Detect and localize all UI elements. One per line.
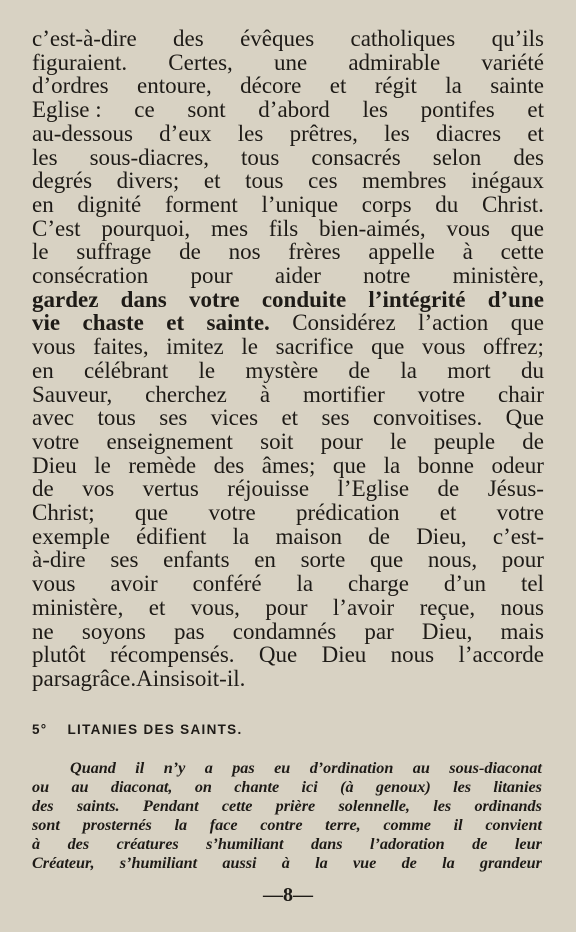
word: divers;	[116, 168, 180, 194]
word: à-dire	[32, 547, 86, 573]
word: prosternés	[82, 816, 152, 834]
rubric-line	[32, 854, 542, 873]
word: conduite	[261, 286, 347, 312]
word: qu’ils	[491, 26, 544, 51]
word: ses	[321, 405, 350, 431]
word: la	[383, 452, 401, 478]
word: au-dessous	[32, 120, 133, 146]
word: le	[94, 452, 111, 478]
word: sont	[187, 97, 226, 123]
word: variété	[481, 49, 544, 75]
word: convoitises.	[372, 405, 483, 431]
word: récompensés.	[110, 642, 235, 668]
word: tous	[97, 405, 136, 431]
word: évêques	[240, 26, 315, 51]
word: d’ordination	[309, 759, 394, 777]
word: édifient	[136, 523, 207, 549]
word: vue	[352, 854, 377, 872]
word: soyons	[81, 618, 146, 644]
text-line	[32, 620, 544, 644]
word: imitez	[166, 334, 224, 360]
word: soit-il.	[185, 665, 246, 691]
word: charge	[348, 571, 409, 597]
text-line	[32, 383, 544, 407]
word: exemple	[32, 523, 110, 549]
word: forment	[164, 191, 238, 217]
text-line	[32, 240, 544, 264]
word: de	[32, 476, 54, 502]
word: Sauveur,	[32, 381, 113, 407]
word: votre	[417, 381, 466, 407]
word: et	[329, 73, 347, 99]
word: sont	[32, 816, 60, 834]
word: a	[204, 759, 213, 777]
word: pourquoi,	[101, 215, 191, 241]
word: contre	[260, 816, 303, 834]
word: Eglise :	[32, 97, 102, 123]
word: tous	[245, 168, 284, 194]
text-line	[32, 548, 544, 572]
word: vie	[32, 310, 61, 336]
word: âmes;	[261, 452, 316, 478]
word: membres	[362, 168, 447, 194]
word: ministère,	[32, 594, 124, 620]
text-line	[32, 27, 544, 51]
word: Jésus-	[487, 476, 544, 502]
word: la	[400, 357, 417, 383]
word: convient	[485, 816, 542, 834]
word: des	[32, 797, 54, 815]
word: catholiques	[350, 26, 456, 51]
word: la	[445, 73, 462, 99]
word: remède	[128, 452, 197, 478]
word: en	[254, 547, 276, 573]
text-line	[32, 98, 544, 122]
word: offrez;	[483, 334, 544, 360]
word: vices	[210, 405, 259, 431]
word: soit	[260, 428, 294, 454]
word: du	[520, 357, 544, 383]
word: Quand	[70, 759, 116, 777]
word: admirable	[348, 49, 441, 75]
word: que	[369, 547, 404, 573]
word: vertus	[142, 476, 199, 502]
word: prédication	[296, 500, 400, 526]
word: des	[213, 452, 245, 478]
word: sacrifice	[275, 334, 354, 360]
word: gardez	[32, 286, 99, 312]
word: Pendant	[142, 797, 199, 815]
word: avec	[32, 405, 75, 431]
word: pour	[265, 594, 308, 620]
word: votre	[32, 428, 80, 454]
word: solennelle,	[338, 797, 410, 815]
word: c’est-	[492, 523, 544, 549]
word: cherchez	[145, 381, 227, 407]
text-line	[32, 122, 544, 146]
word: n’y	[163, 759, 186, 777]
word: régit	[374, 73, 417, 99]
word: ne	[32, 618, 54, 644]
word: tel	[520, 571, 544, 597]
word: leur	[514, 835, 542, 853]
word: votre	[188, 286, 240, 312]
word: les	[32, 144, 58, 170]
word: entoure,	[137, 73, 212, 99]
word: figuraient.	[32, 49, 128, 75]
word: la	[174, 816, 188, 834]
word: mes	[210, 215, 249, 241]
word: et	[527, 120, 544, 146]
word: d’un	[443, 571, 487, 597]
text-line	[32, 335, 544, 359]
word: bonne	[417, 452, 474, 478]
word: décore	[240, 73, 302, 99]
rubric-line	[32, 816, 542, 835]
word: vous,	[190, 594, 240, 620]
word: l’adoration	[370, 835, 445, 853]
word: mais	[500, 618, 544, 644]
text-line	[32, 454, 544, 478]
word: que	[510, 310, 544, 336]
rubric-line	[32, 759, 542, 778]
word: chaste	[82, 310, 144, 336]
word: pour	[501, 547, 544, 573]
word: prêtres,	[289, 120, 358, 146]
word: des	[67, 835, 90, 853]
text-line	[32, 406, 544, 430]
word: Christ.	[481, 191, 544, 217]
word: on	[194, 778, 212, 796]
word: (à	[340, 778, 354, 796]
word: de	[368, 523, 390, 549]
word: que	[332, 452, 367, 478]
rubric-line	[32, 778, 542, 797]
word: et	[148, 594, 166, 620]
word: dans	[120, 286, 167, 312]
text-line	[32, 430, 544, 454]
word: de	[522, 428, 544, 454]
word: d’eux	[159, 120, 212, 146]
word: ces	[308, 168, 338, 194]
word: au	[412, 759, 430, 777]
word: Dieu	[32, 452, 77, 478]
word: reçue,	[419, 594, 476, 620]
text-line	[32, 311, 544, 335]
word: des	[173, 26, 204, 51]
text-line	[32, 264, 544, 288]
word: l’Eglise	[337, 476, 410, 502]
text-line	[32, 359, 544, 383]
word: et	[439, 500, 457, 526]
word: face	[209, 816, 238, 834]
word: pontifes	[420, 97, 495, 123]
word: les	[237, 120, 264, 146]
word: nos	[228, 239, 261, 265]
word: s’humiliant	[119, 854, 198, 872]
word: mort	[447, 357, 491, 383]
word: ordinands	[474, 797, 542, 815]
word: terre,	[325, 816, 361, 834]
word: et	[203, 168, 221, 194]
word: plutôt	[32, 642, 86, 668]
word: pas	[173, 618, 205, 644]
word: eu	[274, 759, 291, 777]
word: en	[32, 357, 54, 383]
word: Ainsi	[136, 665, 186, 691]
word: cette	[500, 239, 544, 265]
word: la	[442, 854, 455, 872]
word: du	[435, 191, 459, 217]
word: chair	[497, 381, 544, 407]
text-line	[32, 477, 544, 501]
word: notre	[363, 263, 411, 289]
word: l’avoir	[332, 594, 395, 620]
word: cette	[221, 797, 253, 815]
section-number: 5°	[32, 722, 48, 737]
word: comme	[383, 816, 431, 834]
word: sous-diacres,	[89, 144, 209, 170]
rubric-line	[32, 835, 542, 854]
word: tous	[241, 144, 280, 170]
word: grâce.	[80, 665, 137, 691]
section-heading	[32, 722, 243, 737]
word: que	[371, 334, 405, 360]
text-line	[32, 501, 544, 525]
word: mortifier	[303, 381, 385, 407]
word: Dieu	[321, 642, 367, 668]
word: le	[389, 428, 407, 454]
word: il	[135, 759, 145, 777]
word: et	[527, 97, 544, 123]
word: que	[134, 500, 169, 526]
word: vous	[446, 215, 490, 241]
word: genoux)	[375, 778, 431, 796]
text-line	[32, 288, 544, 312]
section-title: LITANIES DES SAINTS.	[67, 722, 243, 737]
word: peuple	[433, 428, 496, 454]
word: Christ;	[32, 500, 95, 526]
word: à	[281, 854, 290, 872]
text-line	[32, 146, 544, 170]
word: Que	[258, 642, 298, 668]
word: ici	[301, 778, 318, 796]
body-paragraph	[32, 27, 544, 691]
word: réjouisse	[227, 476, 310, 502]
text-line	[32, 74, 544, 98]
word: les	[362, 97, 388, 123]
word: et	[281, 405, 299, 431]
word: le	[241, 334, 258, 360]
text-line	[32, 596, 544, 620]
word: l’action	[418, 310, 489, 336]
word: Créateur,	[32, 854, 95, 872]
word: pour	[190, 263, 233, 289]
word: corps	[361, 191, 412, 217]
word: aider	[274, 263, 321, 289]
word: les	[384, 120, 410, 146]
word: votre	[208, 500, 256, 526]
text-line	[32, 667, 544, 691]
word: ou	[32, 778, 50, 796]
word: bien-aimés,	[319, 215, 426, 241]
word: des	[513, 144, 544, 170]
word: célébrant	[83, 357, 169, 383]
word: ses	[110, 547, 139, 573]
word: Que	[505, 405, 544, 431]
word: frères	[288, 239, 341, 265]
word: Dieu,	[416, 523, 467, 549]
word: conféré	[192, 571, 262, 597]
word: grandeur	[479, 854, 542, 872]
word: ministère,	[452, 263, 544, 289]
word: saints.	[76, 797, 120, 815]
word: nous	[390, 642, 435, 668]
word: de	[179, 239, 201, 265]
word: pas	[232, 759, 255, 777]
word: et	[166, 310, 185, 336]
word: mystère	[245, 357, 319, 383]
word: faites,	[93, 334, 149, 360]
word: diaconat,	[110, 778, 173, 796]
word: que	[510, 215, 544, 241]
word: diacres	[435, 120, 502, 146]
text-line	[32, 169, 544, 193]
word: sainte	[490, 73, 544, 99]
word: en	[32, 191, 54, 217]
word: inégaux	[471, 168, 544, 194]
word: avoir	[110, 571, 158, 597]
word: enseignement	[106, 428, 233, 454]
word: vous	[421, 334, 466, 360]
word: de	[437, 476, 460, 502]
word: d’une	[487, 286, 544, 312]
word: C’est	[32, 215, 81, 241]
word: sous-diaconat	[449, 759, 542, 777]
word: ses	[159, 405, 188, 431]
word: à	[32, 835, 41, 853]
word: la	[315, 854, 328, 872]
text-line	[32, 217, 544, 241]
word: Considérez	[292, 310, 396, 336]
word: de	[348, 357, 371, 383]
word: à	[462, 239, 473, 265]
word: d’abord	[258, 97, 330, 123]
rubric-paragraph	[32, 759, 542, 873]
word: l’unique	[261, 191, 339, 217]
word: de	[401, 854, 417, 872]
word: degrés	[32, 168, 93, 194]
word: votre	[496, 500, 544, 526]
text-line	[32, 572, 544, 596]
rubric-line	[32, 797, 542, 816]
word: les	[453, 778, 472, 796]
page-number: —8—	[263, 884, 313, 906]
word: c’est-à-dire	[32, 26, 137, 51]
word: s’humiliant	[206, 835, 284, 853]
word: selon	[432, 144, 482, 170]
word: vous	[32, 571, 76, 597]
word: consacrés	[311, 144, 401, 170]
word: de	[472, 835, 488, 853]
word: enfants	[163, 547, 230, 573]
word: odeur	[491, 452, 544, 478]
word: maison	[275, 523, 342, 549]
word: par	[32, 665, 62, 691]
word: dans	[311, 835, 343, 853]
word: aussi	[222, 854, 257, 872]
word: pour	[320, 428, 363, 454]
word: d’ordres	[32, 73, 109, 99]
word: vos	[82, 476, 115, 502]
word: sainte.	[206, 310, 270, 336]
word: sorte	[300, 547, 346, 573]
word: le	[198, 357, 216, 383]
word: l’intégrité	[368, 286, 466, 312]
word: dignité	[77, 191, 142, 217]
word: Certes,	[168, 49, 233, 75]
word: nous,	[427, 547, 478, 573]
word: il	[453, 816, 463, 834]
word: nous	[500, 594, 544, 620]
text-line	[32, 51, 544, 75]
text-line	[32, 193, 544, 217]
word: à	[259, 381, 271, 407]
word: ce	[134, 97, 155, 123]
word: les	[433, 797, 452, 815]
word: la	[296, 571, 314, 597]
text-line	[32, 643, 544, 667]
word: prière	[275, 797, 316, 815]
word: par	[364, 618, 394, 644]
word: chante	[234, 778, 280, 796]
word: créatures	[116, 835, 179, 853]
word: appelle	[368, 239, 435, 265]
word: le	[32, 239, 49, 265]
word: une	[273, 49, 308, 75]
word: condamnés	[232, 618, 337, 644]
word: l’accorde	[458, 642, 544, 668]
word: litanies	[493, 778, 542, 796]
text-line	[32, 525, 544, 549]
word: suffrage	[76, 239, 152, 265]
word: la	[232, 523, 250, 549]
word: au	[71, 778, 89, 796]
word: fils	[268, 215, 299, 241]
word: sa	[61, 665, 81, 691]
word: Dieu,	[421, 618, 473, 644]
word: vous	[32, 334, 76, 360]
word: consécration	[32, 263, 149, 289]
